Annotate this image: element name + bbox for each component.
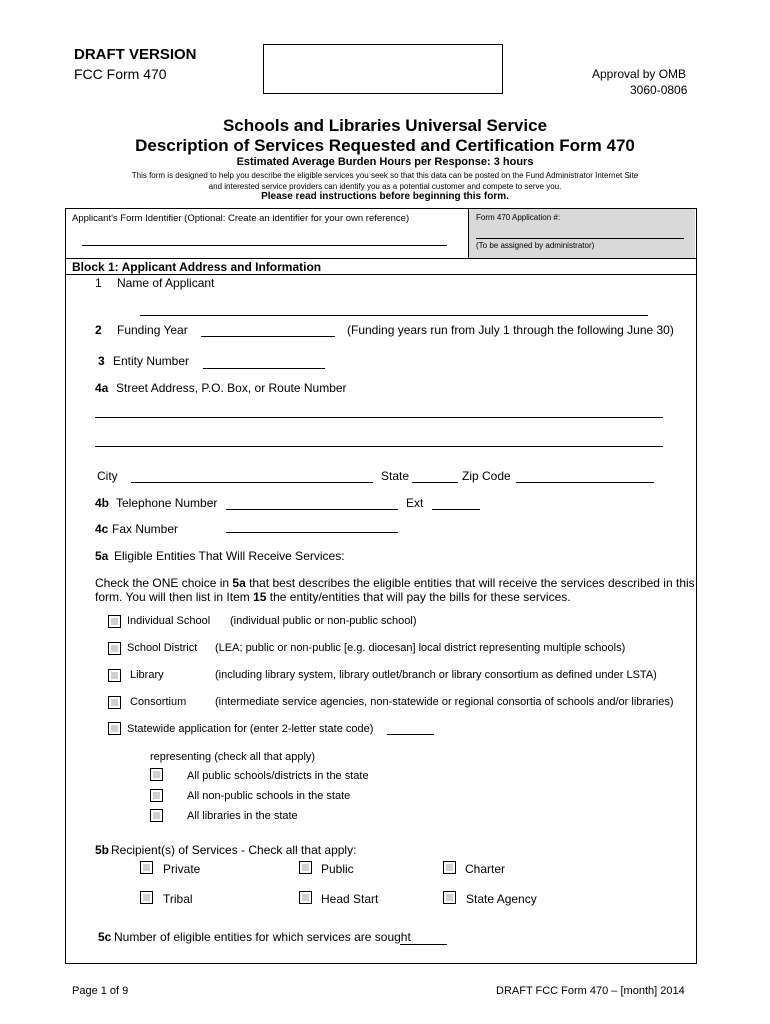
- tribal-label: Tribal: [163, 892, 193, 906]
- form-title-line1: Schools and Libraries Universal Service: [222, 116, 548, 135]
- library-checkbox[interactable]: [108, 669, 121, 682]
- draft-version-label: DRAFT VERSION: [74, 46, 197, 63]
- item3-number: 3: [98, 354, 105, 368]
- private-checkbox[interactable]: [140, 861, 153, 874]
- street-address-label: Street Address, P.O. Box, or Route Number: [116, 381, 347, 395]
- item4c-number: 4c: [95, 522, 109, 536]
- school-district-label: School District: [127, 642, 198, 654]
- assigned-note: (To be assigned by administrator): [476, 241, 595, 250]
- application-number-field: [476, 238, 684, 239]
- state-agency-checkbox[interactable]: [443, 891, 456, 904]
- fax-input[interactable]: [226, 532, 398, 533]
- omb-number: 3060-0806: [630, 83, 688, 97]
- all-public-schools-label: All public schools/districts in the state: [187, 770, 369, 782]
- eligible-count-input[interactable]: [400, 944, 447, 945]
- item4b-number: 4b: [95, 496, 110, 510]
- street-address-input-1[interactable]: [95, 417, 663, 418]
- item4a-number: 4a: [95, 381, 109, 395]
- burden-hours: Estimated Average Burden Hours per Response: 3 hours: [236, 156, 534, 168]
- footer-form-label: DRAFT FCC Form 470 – [month] 2014: [496, 985, 685, 997]
- street-address-input-2[interactable]: [95, 446, 663, 447]
- telephone-label: Telephone Number: [116, 496, 218, 510]
- item1-number: 1: [95, 276, 102, 290]
- private-label: Private: [163, 862, 201, 876]
- applicant-name-label: Name of Applicant: [117, 276, 215, 290]
- head-start-label: Head Start: [321, 892, 379, 906]
- all-nonpublic-schools-label: All non-public schools in the state: [187, 790, 351, 802]
- library-label: Library: [130, 669, 164, 681]
- entity-number-input[interactable]: [203, 368, 325, 369]
- page-number: Page 1 of 9: [72, 985, 129, 997]
- entity-number-label: Entity Number: [113, 354, 190, 368]
- check-instruction-line2: form. You will then list in Item 15 the entity/entities that will pay the bills for these services.: [95, 590, 571, 604]
- state-label: State: [381, 469, 410, 483]
- city-label: City: [97, 469, 118, 483]
- block1-heading: Block 1: Applicant Address and Information: [72, 260, 322, 274]
- funding-year-note: (Funding years run from July 1 through the following June 30): [347, 323, 674, 337]
- item5c-number: 5c: [98, 930, 112, 944]
- item5a-number: 5a: [95, 549, 109, 563]
- individual-school-label: Individual School: [127, 615, 211, 627]
- application-number-label: Form 470 Application #:: [476, 213, 561, 222]
- head-start-checkbox[interactable]: [299, 891, 312, 904]
- representing-label: representing (check all that apply): [150, 751, 316, 763]
- all-libraries-checkbox[interactable]: [150, 809, 163, 822]
- identifier-row-divider: [65, 258, 696, 259]
- eligible-entities-label: Eligible Entities That Will Receive Services:: [114, 549, 345, 563]
- individual-school-checkbox[interactable]: [108, 615, 121, 628]
- identifier-label: Applicant's Form Identifier (Optional: Create an identifier for your own reference): [72, 213, 410, 224]
- form-number: FCC Form 470: [74, 66, 167, 82]
- applicant-name-input[interactable]: [140, 315, 648, 316]
- consortium-checkbox[interactable]: [108, 696, 121, 709]
- library-desc: (including library system, library outlet/branch or library consortium as defined under LSTA): [215, 669, 657, 681]
- public-label: Public: [321, 862, 354, 876]
- form-title-line2: Description of Services Requested and Certification Form 470: [135, 136, 635, 155]
- intro-text: [100, 170, 670, 192]
- check-instruction-line1: Check the ONE choice in 5a that best describes the eligible entities that will receive the services described in this: [95, 576, 695, 590]
- intro-line-2: and interested service providers can identify you as a potential customer and compete to serve you.: [208, 182, 562, 191]
- ext-label: Ext: [406, 496, 424, 510]
- state-code-input[interactable]: [387, 734, 434, 735]
- all-libraries-label: All libraries in the state: [187, 810, 298, 822]
- zip-input[interactable]: [516, 482, 654, 483]
- individual-school-desc: (individual public or non-public school): [230, 615, 417, 627]
- omb-approval: Approval by OMB: [592, 67, 687, 81]
- city-input[interactable]: [131, 482, 373, 483]
- item5b-number: 5b: [95, 843, 110, 857]
- consortium-desc: (intermediate service agencies, non-statewide or regional consortia of schools and/or libraries): [215, 696, 674, 708]
- read-instructions: Please read instructions before beginning this form.: [261, 191, 509, 202]
- state-input[interactable]: [412, 482, 458, 483]
- funding-year-label: Funding Year: [117, 323, 188, 337]
- eligible-count-label: Number of eligible entities for which services are sought: [114, 930, 411, 944]
- zip-label: Zip Code: [462, 469, 511, 483]
- charter-label: Charter: [465, 862, 506, 876]
- all-nonpublic-schools-checkbox[interactable]: [150, 789, 163, 802]
- funding-year-input[interactable]: [201, 336, 335, 337]
- charter-checkbox[interactable]: [443, 861, 456, 874]
- statewide-label: Statewide application for (enter 2-letter state code): [127, 723, 374, 735]
- intro-line-1: This form is designed to help you describe the eligible services you seek so that this data can be posted on the Fund Administrator Internet Site: [131, 171, 639, 180]
- tribal-checkbox[interactable]: [140, 891, 153, 904]
- item2-number: 2: [95, 323, 102, 337]
- public-checkbox[interactable]: [299, 861, 312, 874]
- recipients-label: Recipient(s) of Services - Check all that apply:: [111, 843, 357, 857]
- all-public-schools-checkbox[interactable]: [150, 768, 163, 781]
- header-blank-box: [263, 44, 503, 94]
- identifier-input[interactable]: [82, 245, 447, 246]
- school-district-checkbox[interactable]: [108, 642, 121, 655]
- telephone-input[interactable]: [226, 509, 398, 510]
- state-agency-label: State Agency: [466, 892, 537, 906]
- school-district-desc: (LEA; public or non-public [e.g. diocesan] local district representing multiple schools): [215, 642, 626, 654]
- ext-input[interactable]: [432, 509, 480, 510]
- consortium-label: Consortium: [130, 696, 187, 708]
- block1-heading-rule: [65, 274, 696, 275]
- statewide-checkbox[interactable]: [108, 722, 121, 735]
- fax-label: Fax Number: [112, 522, 179, 536]
